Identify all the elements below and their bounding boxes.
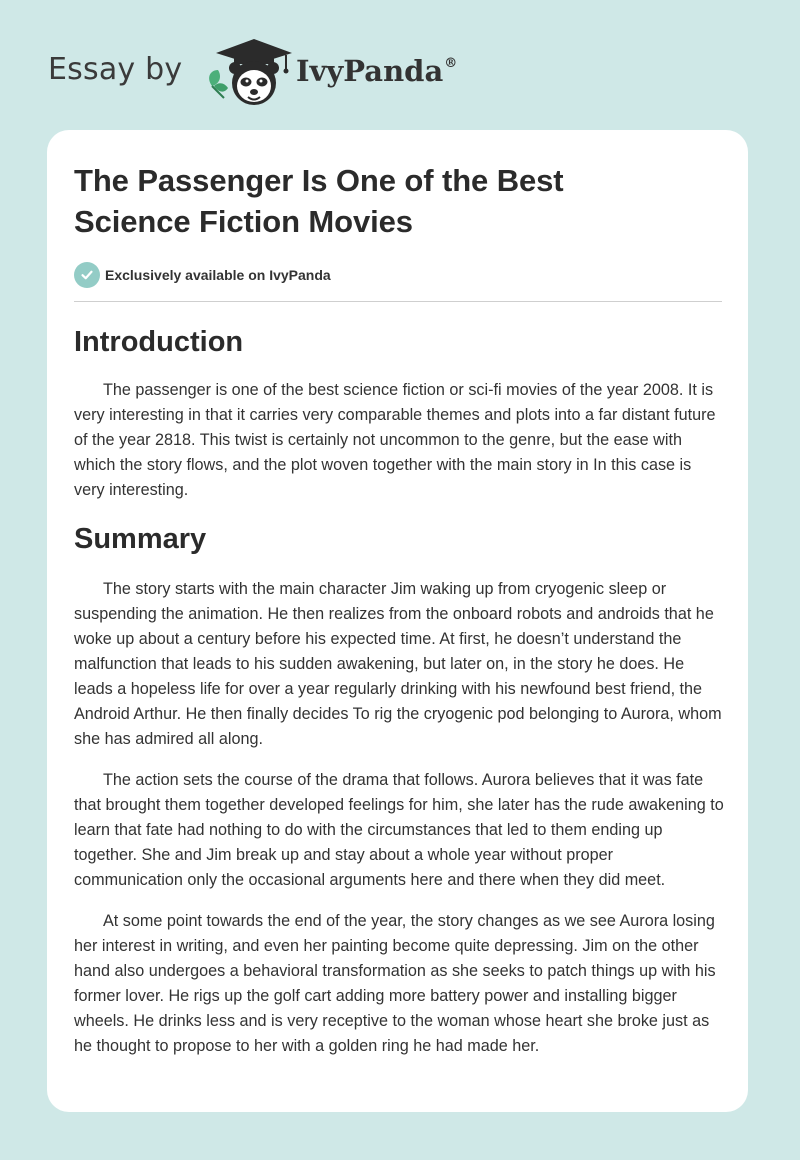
- paragraph: At some point towards the end of the year, the story changes as we see Aurora losing her interest in writing, and even her painting become quite depressing. Jim on the other hand also undergoes a behavioral transformation as she seeks to patch things up with his former lover. He rigs up the golf cart adding more battery power and installing bigger wheels. He drinks less and is very receptive to the woman whose heart she broke just as he thought to propose to her with a golden ring he had made her.: [74, 912, 716, 1055]
- exclusive-label: Exclusively available on IvyPanda: [105, 267, 331, 283]
- section-heading-summary: Summary: [74, 523, 207, 555]
- paragraph: The story starts with the main character Jim waking up from cryogenic sleep or suspending the animation. He then realizes from the onboard robots and androids that he woke up about a century before his expected time. At first, he doesn’t understand the malfunction that leads to his sudden awakening, but later on, in the story he does. He leads a hopeless life for over a year regularly drinking with his newfound best friend, the Android Arthur. He then finally decides To rig the cryogenic pod belonging to Aurora, whom she has admired all along.: [74, 580, 722, 748]
- essay-by-label: Essay by: [48, 52, 183, 87]
- essay-card: [47, 130, 748, 1112]
- paragraph: The action sets the course of the drama that follows. Aurora believes that it was fate that brought them together developed feelings for him, she later has the rude awakening to learn that fate had nothing to do with the circumstances that led to them ending up together. She and Jim break up and stay about a whole year without proper communication only the occasional arguments here and there when they did meet.: [74, 771, 724, 889]
- ivypanda-logo[interactable]: [204, 36, 294, 108]
- paragraph: The passenger is one of the best science fiction or sci-fi movies of the year 2008. It is very interesting in that it carries very comparable themes and plots into a far distant future of the year 2818. This twist is certainly not uncommon to the genre, but the ease with which the story flows, and the plot woven together with the main story in In this case is very interesting.: [74, 381, 716, 499]
- checkmark-icon: [74, 262, 100, 288]
- brand-label: IvyPanda: [296, 54, 444, 88]
- brand-name[interactable]: [296, 54, 457, 88]
- divider: [74, 301, 722, 302]
- title-line-1: The Passenger Is One of the Best: [74, 163, 564, 198]
- page-title: [74, 160, 724, 242]
- exclusive-badge: [74, 262, 724, 288]
- section-heading-introduction: Introduction: [74, 326, 244, 358]
- registered-mark: ®: [444, 56, 458, 71]
- panda-graduation-cap-icon: [204, 36, 294, 108]
- essay-content: [74, 160, 724, 1059]
- site-header: [48, 36, 528, 108]
- leaf-icon: [209, 70, 228, 98]
- title-line-2: Science Fiction Movies: [74, 204, 413, 239]
